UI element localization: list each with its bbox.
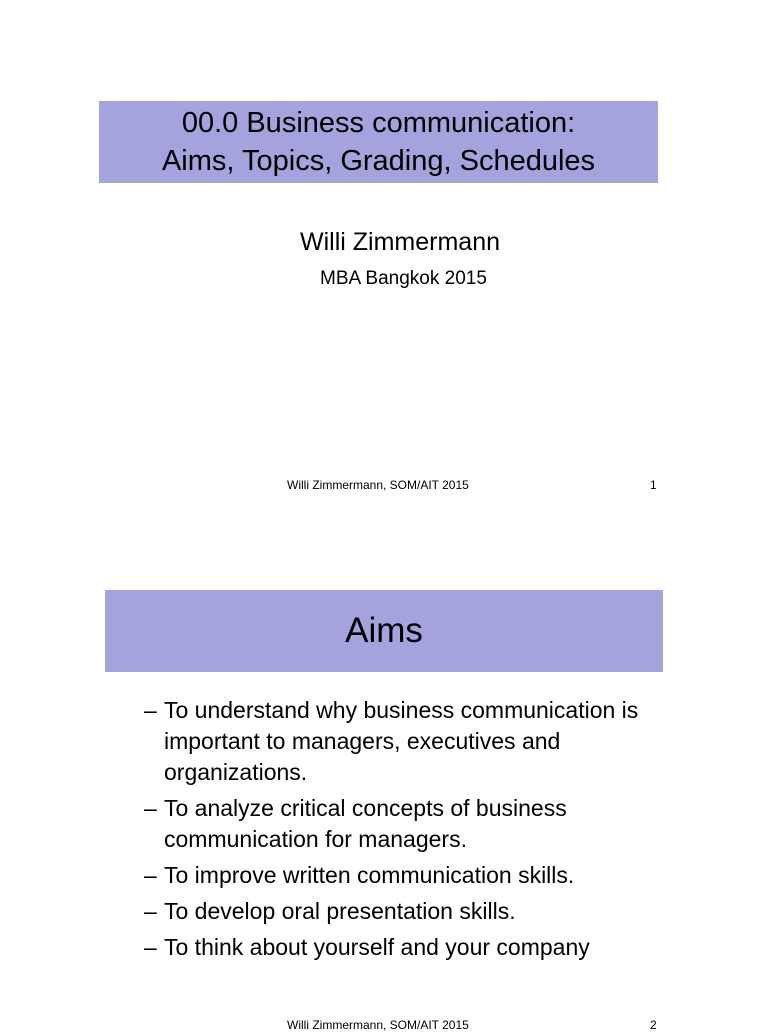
list-item (144, 932, 654, 963)
slide-1 (0, 0, 768, 512)
bullet-text: To improve written communication skills. (164, 862, 575, 888)
slide-1-footer: Willi Zimmermann, SOM/AIT 2015 (287, 478, 469, 492)
list-item (144, 695, 654, 788)
bullet-text: To understand why business communication is important to managers, executives and organizations. (164, 697, 639, 785)
slide-2-page-number: 2 (650, 1018, 657, 1032)
slide-2 (0, 512, 768, 1032)
slide-1-page-number: 1 (650, 478, 657, 492)
slide-1-title-line-1: 00.0 Business communication: (181, 107, 576, 139)
aims-list (144, 695, 654, 968)
bullet-text: To think about yourself and your company (164, 934, 590, 960)
list-item (144, 896, 654, 927)
slide-2-footer: Willi Zimmermann, SOM/AIT 2015 (287, 1018, 469, 1032)
bullet-text: To develop oral presentation skills. (164, 898, 516, 924)
bullet-dash: – (144, 795, 157, 821)
slide-1-title-line-2: Aims, Topics, Grading, Schedules (161, 145, 596, 177)
author-name: Willi Zimmermann (300, 228, 500, 256)
list-item (144, 860, 654, 891)
bullet-dash: – (144, 898, 157, 924)
bullet-text: To analyze critical concepts of business communication for managers. (164, 795, 567, 852)
list-item (144, 793, 654, 855)
slide-1-title (99, 101, 658, 183)
bullet-dash: – (144, 697, 157, 723)
program-name: MBA Bangkok 2015 (320, 268, 487, 289)
slide-2-title-text: Aims (345, 611, 423, 650)
bullet-dash: – (144, 862, 157, 888)
bullet-dash: – (144, 934, 157, 960)
slide-2-title (105, 590, 663, 672)
